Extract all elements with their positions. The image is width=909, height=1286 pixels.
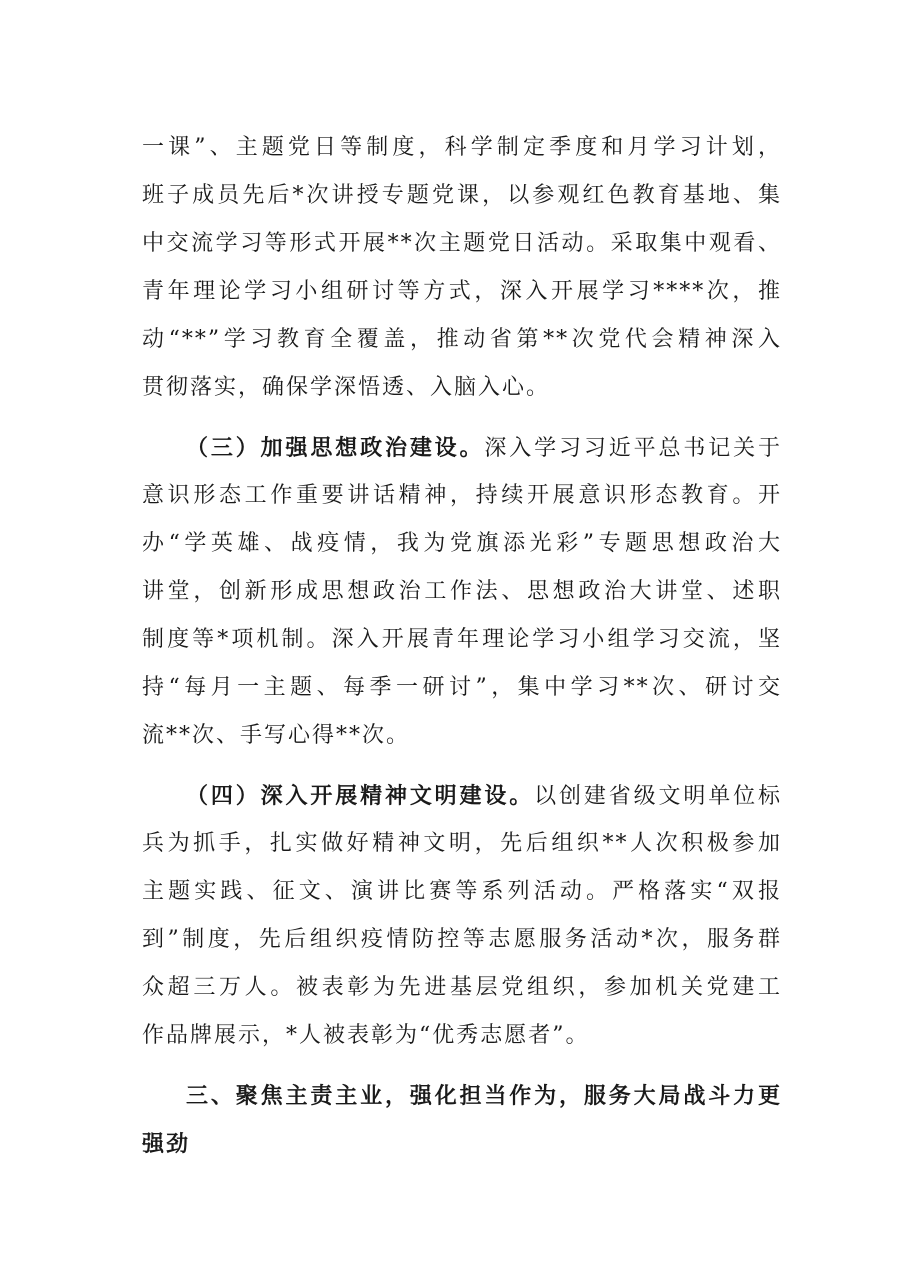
text-line xyxy=(142,424,782,472)
section-heading-line: 强劲 xyxy=(142,1131,191,1157)
text-line: 中交流学习等形式开展**次主题党日活动。采取集中观看、 xyxy=(142,231,782,256)
text-line: 制度等*项机制。深入开展青年理论学习小组学习交流，坚 xyxy=(142,627,782,652)
text-line: 流**次、手写心得**次。 xyxy=(142,723,411,748)
subsection-heading: （四）深入开展精神文明建设。 xyxy=(186,783,535,809)
text-line: 兵为抓手，扎实做好精神文明，先后组织**人次积极参加 xyxy=(142,831,782,856)
section-heading-line: 三、聚焦主责主业，强化担当作为，服务大局战斗力更 xyxy=(186,1083,782,1109)
text-line: 讲堂，创新形成思想政治工作法、思想政治大讲堂、述职 xyxy=(142,579,782,604)
paragraph-ideological-building xyxy=(142,424,782,760)
text-line: 意识形态工作重要讲话精神，持续开展意识形态教育。开 xyxy=(142,483,782,508)
subsection-heading: （三）加强思想政治建设。 xyxy=(186,435,485,461)
text-line: 到”制度，先后组织疫情防控等志愿服务活动*次，服务群 xyxy=(142,927,782,952)
text-line: 青年理论学习小组研讨等方式，深入开展学习****次，推 xyxy=(142,279,782,304)
text-line xyxy=(142,772,782,820)
text-line: 持“每月一主题、每季一研讨”，集中学习**次、研讨交 xyxy=(142,675,782,700)
text-line: 贯彻落实，确保学深悟透、入脑入心。 xyxy=(142,375,551,400)
text-span: 以创建省级文明单位标 xyxy=(534,784,782,809)
text-line: 主题实践、征文、演讲比赛等系列活动。严格落实“双报 xyxy=(142,879,782,904)
text-line: 众超三万人。被表彰为先进基层党组织，参加机关党建工 xyxy=(142,975,782,1000)
text-line: 班子成员先后*次讲授专题党课，以参观红色教育基地、集 xyxy=(142,183,782,208)
paragraph-spiritual-civilization xyxy=(142,772,782,1060)
text-line: 动“**”学习教育全覆盖，推动省第**次党代会精神深入 xyxy=(142,327,782,352)
paragraph-study xyxy=(142,124,782,412)
text-line: 作品牌展示，*人被表彰为“优秀志愿者”。 xyxy=(142,1023,590,1048)
section-heading xyxy=(142,1072,782,1168)
document-page xyxy=(142,124,782,1168)
text-line: 办“学英雄、战疫情，我为党旗添光彩”专题思想政治大 xyxy=(142,531,782,556)
text-span: 深入学习习近平总书记关于 xyxy=(484,436,782,461)
text-line: 一课”、主题党日等制度，科学制定季度和月学习计划， xyxy=(142,135,782,160)
